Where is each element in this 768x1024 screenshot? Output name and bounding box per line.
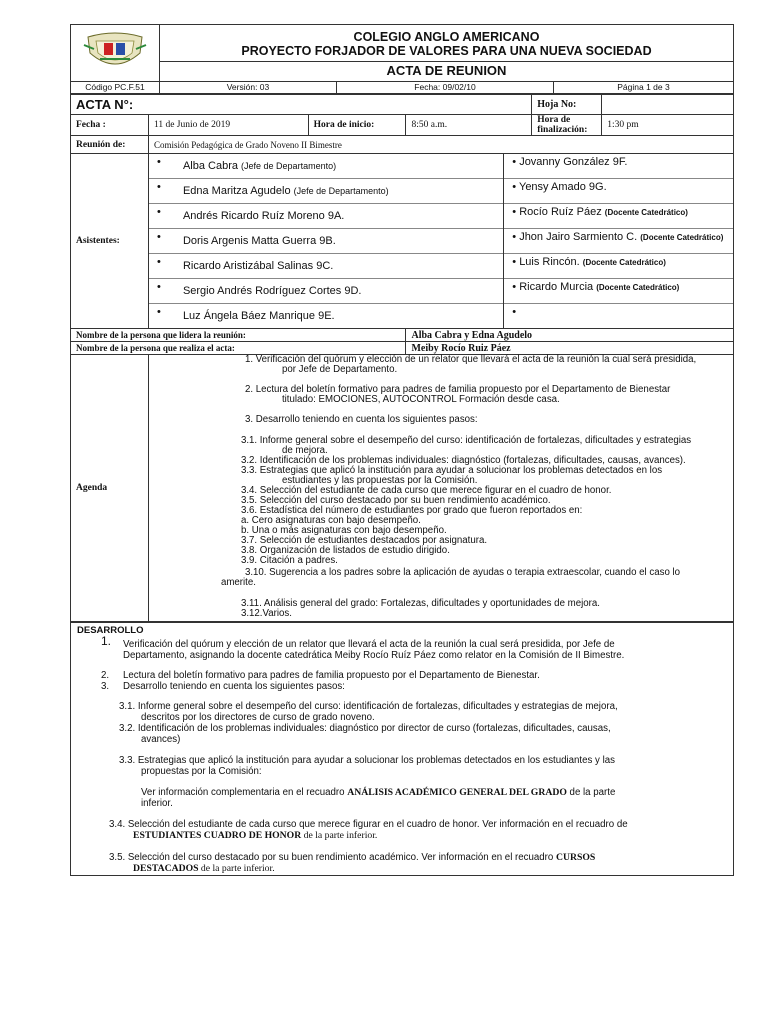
- attendee-item: • Luis Rincón. (Docente Catedrático): [504, 254, 733, 279]
- list-number: 2.: [101, 670, 110, 681]
- doc-code: Código PC.F.51: [71, 82, 160, 94]
- agenda-subitem: b. Una o más asignaturas con bajo desempeño.: [240, 525, 447, 536]
- agenda-subitem: 3.10. Sugerencia a los padres sobre la aplicación de ayudas o terapia extraescolar, cuando el caso lo: [244, 567, 681, 578]
- agenda-subitem: 3.1. Informe general sobre el desempeño del curso: identificación de fortalezas, dificultades y estrategias: [240, 435, 692, 446]
- agenda-subitem-cont: de mejora.: [281, 445, 328, 456]
- fecha-value: 11 de Junio de 2019: [148, 115, 308, 136]
- school-logo-cell: [71, 25, 160, 82]
- agenda-item-cont: por Jefe de Departamento.: [281, 364, 398, 375]
- attendee-item: • Jovanny González 9F.: [504, 154, 733, 179]
- agenda-subitem: a. Cero asignaturas con bajo desempeño.: [240, 515, 421, 526]
- agenda-content: [148, 355, 733, 622]
- school-crest-icon: [82, 31, 148, 71]
- doc-title: ACTA DE REUNION: [160, 61, 734, 81]
- agenda-subitem: 3.6. Estadística del número de estudiantes por grado que fueron reportados en:: [240, 505, 583, 516]
- reunion-value: Comisión Pedagógica de Grado Noveno II Bimestre: [148, 136, 733, 154]
- agenda-item-cont: titulado: EMOCIONES, AUTOCONTROL Formación desde casa.: [281, 394, 560, 405]
- agenda-subitem: 3.8. Organización de listados de estudio dirigido.: [240, 545, 450, 556]
- desarrollo-item: Desarrollo teniendo en cuenta los siguientes pasos:: [123, 681, 345, 692]
- relator-label: Nombre de la persona que realiza el acta:: [71, 342, 406, 355]
- attendee-item: • Sergio Andrés Rodríguez Cortes 9D.: [149, 279, 503, 304]
- title-cell: [160, 25, 734, 62]
- desarrollo-item: Verificación del quórum y elección de un relator que llevará el acta de la reunión la cual será presidida, por Jefe de: [123, 639, 615, 650]
- school-name: COLEGIO ANGLO AMERICANO: [353, 29, 540, 44]
- list-number: 1.: [101, 634, 112, 648]
- agenda-item: 1. Verificación del quórum y elección de un relator que llevará el acta de la reunión la cual será presidida,: [244, 354, 697, 365]
- agenda-item: 2. Lectura del boletín formativo para padres de familia propuesto por el Departamento de Bienestar: [244, 384, 671, 395]
- hora-fin-label: Hora de finalización:: [532, 115, 602, 136]
- asistentes-label: Asistentes:: [71, 154, 149, 329]
- desarrollo-subitem-cont: descritos por los directores de curso de grado noveno.: [141, 712, 375, 723]
- desarrollo-subitem-cont: propuestas por la Comisión:: [141, 766, 262, 777]
- agenda-subitem: 3.7. Selección de estudiantes destacados por asignatura.: [240, 535, 488, 546]
- desarrollo-subitem-cont: avances): [141, 734, 181, 745]
- desarrollo-subitem-cont: DESTACADOS de la parte inferior.: [133, 863, 275, 874]
- attendee-item: • Yensy Amado 9G.: [504, 179, 733, 204]
- asistentes-left-list: [148, 154, 503, 329]
- agenda-item: 3. Desarrollo teniendo en cuenta los siguientes pasos:: [244, 414, 478, 425]
- agenda-subitem: 3.4. Selección del estudiante de cada curso que merece figurar en el cuadro de honor.: [240, 485, 612, 496]
- lider-value: Alba Cabra y Edna Agudelo: [406, 329, 734, 342]
- desarrollo-item: Lectura del boletín formativo para padres de familia propuesto por el Departamento de Bienestar.: [123, 670, 540, 681]
- attendee-item: • Ricardo Murcia (Docente Catedrático): [504, 279, 733, 304]
- relator-value: Meiby Rocío Ruiz Páez: [406, 342, 734, 355]
- agenda-label: Agenda: [71, 355, 149, 622]
- desarrollo-reference: Ver información complementaria en el recuadro ANÁLISIS ACADÉMICO GENERAL DEL GRADO de la parte: [141, 787, 616, 798]
- agenda-subitem: 3.3. Estrategias que aplicó la institución para ayudar a solucionar los problemas detectados en los: [240, 465, 663, 476]
- hora-fin-value: 1:30 pm: [602, 115, 734, 136]
- attendee-item: • Jhon Jairo Sarmiento C. (Docente Catedrático): [504, 229, 733, 254]
- document-header: [70, 24, 734, 94]
- desarrollo-subitem: 3.1. Informe general sobre el desempeño del curso: identificación de fortalezas, dificultades y estrategias de mejora,: [119, 701, 618, 712]
- acta-table: [70, 94, 734, 622]
- reunion-label: Reunión de:: [71, 136, 149, 154]
- lider-label: Nombre de la persona que lidera la reunión:: [71, 329, 406, 342]
- desarrollo-title: DESARROLLO: [77, 625, 144, 636]
- attendee-item: • Doris Argenis Matta Guerra 9B.: [149, 229, 503, 254]
- project-name: PROYECTO FORJADOR DE VALORES PARA UNA NUEVA SOCIEDAD: [241, 43, 652, 58]
- desarrollo-section: [70, 622, 734, 876]
- desarrollo-reference-cont: inferior.: [141, 798, 173, 809]
- fecha-label: Fecha :: [71, 115, 149, 136]
- attendee-item: • Andrés Ricardo Ruíz Moreno 9A.: [149, 204, 503, 229]
- agenda-subitem: 3.2. Identificación de los problemas individuales: diagnóstico (fortalezas, dificultades, causas, avances).: [240, 455, 686, 466]
- asistentes-right-list: [504, 154, 734, 329]
- attendee-item: • Luz Ángela Báez Manrique 9E.: [156, 306, 335, 322]
- doc-page: Página 1 de 3: [554, 82, 734, 94]
- desarrollo-item-cont: Departamento, asignando la docente catedrática Meiby Rocío Ruíz Páez como relator en la Comisión de II Bimestre.: [123, 650, 625, 661]
- desarrollo-subitem: 3.5. Selección del curso destacado por su buen rendimiento académico. Ver información en el recuadro CURSOS: [109, 852, 596, 863]
- attendee-item: •: [512, 306, 517, 318]
- acta-number-label: ACTA N°:: [71, 95, 532, 115]
- attendee-item: • Edna Maritza Agudelo (Jefe de Departamento): [149, 179, 503, 204]
- hora-inicio-label: Hora de inicio:: [308, 115, 406, 136]
- attendee-item: • Alba Cabra (Jefe de Departamento): [149, 154, 503, 179]
- hoja-value: [602, 95, 734, 115]
- doc-date: Fecha: 09/02/10: [337, 82, 554, 94]
- hora-inicio-value: 8:50 a.m.: [406, 115, 532, 136]
- desarrollo-subitem: 3.3. Estrategias que aplicó la institución para ayudar a solucionar los problemas detectados en los estudiantes y las: [119, 755, 615, 766]
- agenda-subitem: 3.11. Análisis general del grado: Fortalezas, dificultades y oportunidades de mejora.: [240, 598, 600, 609]
- list-number: 3.: [101, 681, 110, 692]
- agenda-subitem: 3.5. Selección del curso destacado por su buen rendimiento académico.: [240, 495, 551, 506]
- attendee-item: • Rocío Ruíz Páez (Docente Catedrático): [504, 204, 733, 229]
- doc-version: Versión: 03: [160, 82, 337, 94]
- desarrollo-subitem: 3.2. Identificación de los problemas individuales: diagnóstico por director de curso (fortalezas, dificultades, causas,: [119, 723, 611, 734]
- hoja-label: Hoja No:: [532, 95, 602, 115]
- desarrollo-subitem: 3.4. Selección del estudiante de cada curso que merece figurar en el cuadro de honor. Ver información en el recuadro de: [109, 819, 628, 830]
- agenda-subitem: 3.12.Varios.: [240, 608, 292, 619]
- attendee-item: • Ricardo Aristizábal Salinas 9C.: [149, 254, 503, 279]
- agenda-subitem: 3.9. Citación a padres.: [240, 555, 338, 566]
- desarrollo-subitem-cont: ESTUDIANTES CUADRO DE HONOR de la parte inferior.: [133, 830, 378, 841]
- agenda-subitem-cont: estudiantes y las propuestas por la Comisión.: [281, 475, 478, 486]
- agenda-subitem-cont: amerite.: [220, 577, 256, 588]
